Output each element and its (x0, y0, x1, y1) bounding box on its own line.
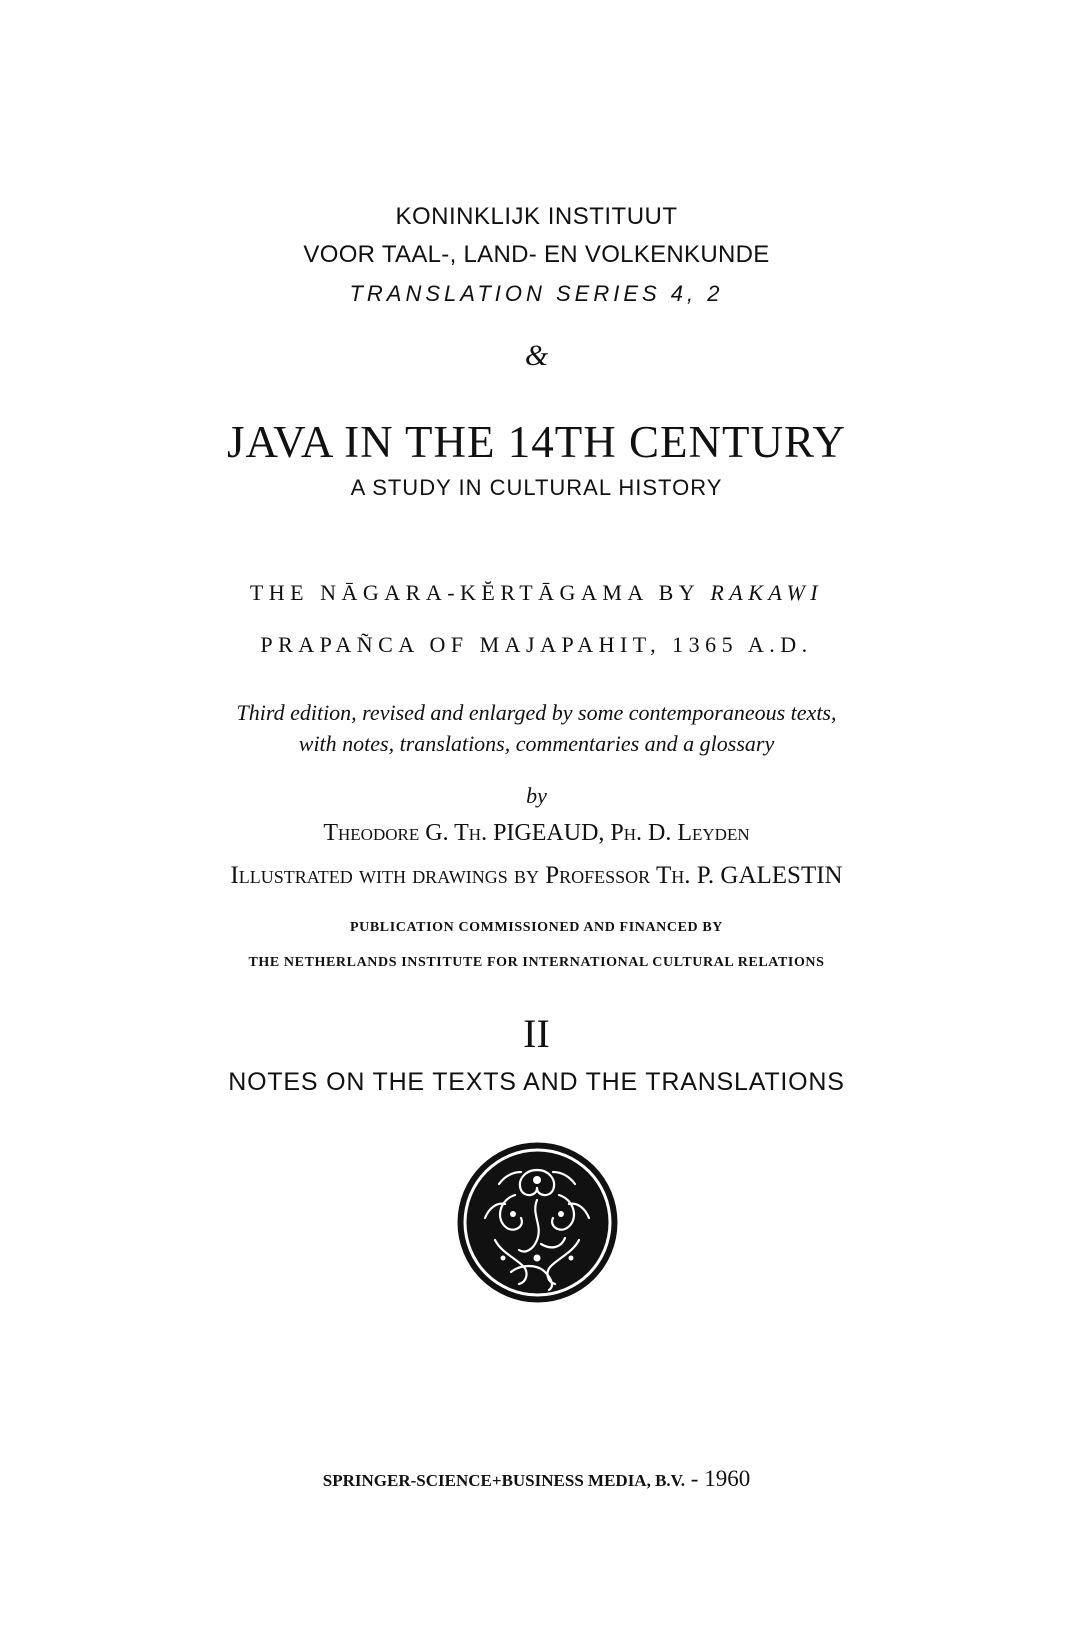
volume-number: II (523, 1011, 550, 1056)
publisher-line (0, 1466, 1073, 1492)
volume-title: NOTES ON THE TEXTS AND THE TRANSLATIONS (228, 1068, 845, 1096)
institute-subtitle: VOOR TAAL-, LAND- EN VOLKENKUNDE (303, 241, 770, 268)
book-title: JAVA IN THE 14TH CENTURY (226, 417, 847, 467)
work-title-line-2: PRAPAÑCA OF MAJAPAHIT, 1365 A.D. (260, 632, 813, 657)
circular-foliage-emblem-icon (455, 1140, 620, 1305)
author-line: Theodore G. Th. PIGEAUD, Ph. D. Leyden (323, 820, 750, 846)
publisher-name: SPRINGER-SCIENCE+BUSINESS MEDIA, B.V. (322, 1471, 686, 1490)
by-label: by (526, 783, 547, 808)
work-title-prefix: THE NĀGARA-KĔRTĀGAMA BY (249, 580, 711, 605)
illustrator-line: Illustrated with drawings by Professor Th. P. GALESTIN (230, 862, 843, 889)
ornament-icon: & (524, 339, 549, 372)
edition-line-2: with notes, translations, commentaries and a glossary (298, 731, 775, 756)
work-author-name: RAKAWI (710, 580, 824, 605)
edition-line-1: Third edition, revised and enlarged by some contemporaneous texts, (236, 700, 837, 725)
series-label: TRANSLATION SERIES 4, 2 (349, 281, 724, 306)
publisher-separator: - (685, 1466, 705, 1491)
book-subtitle: A STUDY IN CULTURAL HISTORY (350, 475, 723, 500)
work-title-line-1 (0, 580, 1073, 606)
publication-note-line-2: THE NETHERLANDS INSTITUTE FOR INTERNATIONAL CULTURAL RELATIONS (248, 955, 825, 970)
publication-note-line-1: PUBLICATION COMMISSIONED AND FINANCED BY (350, 920, 723, 935)
institute-name: KONINKLIJK INSTITUUT (395, 203, 678, 230)
publication-year: 1960 (704, 1466, 751, 1491)
